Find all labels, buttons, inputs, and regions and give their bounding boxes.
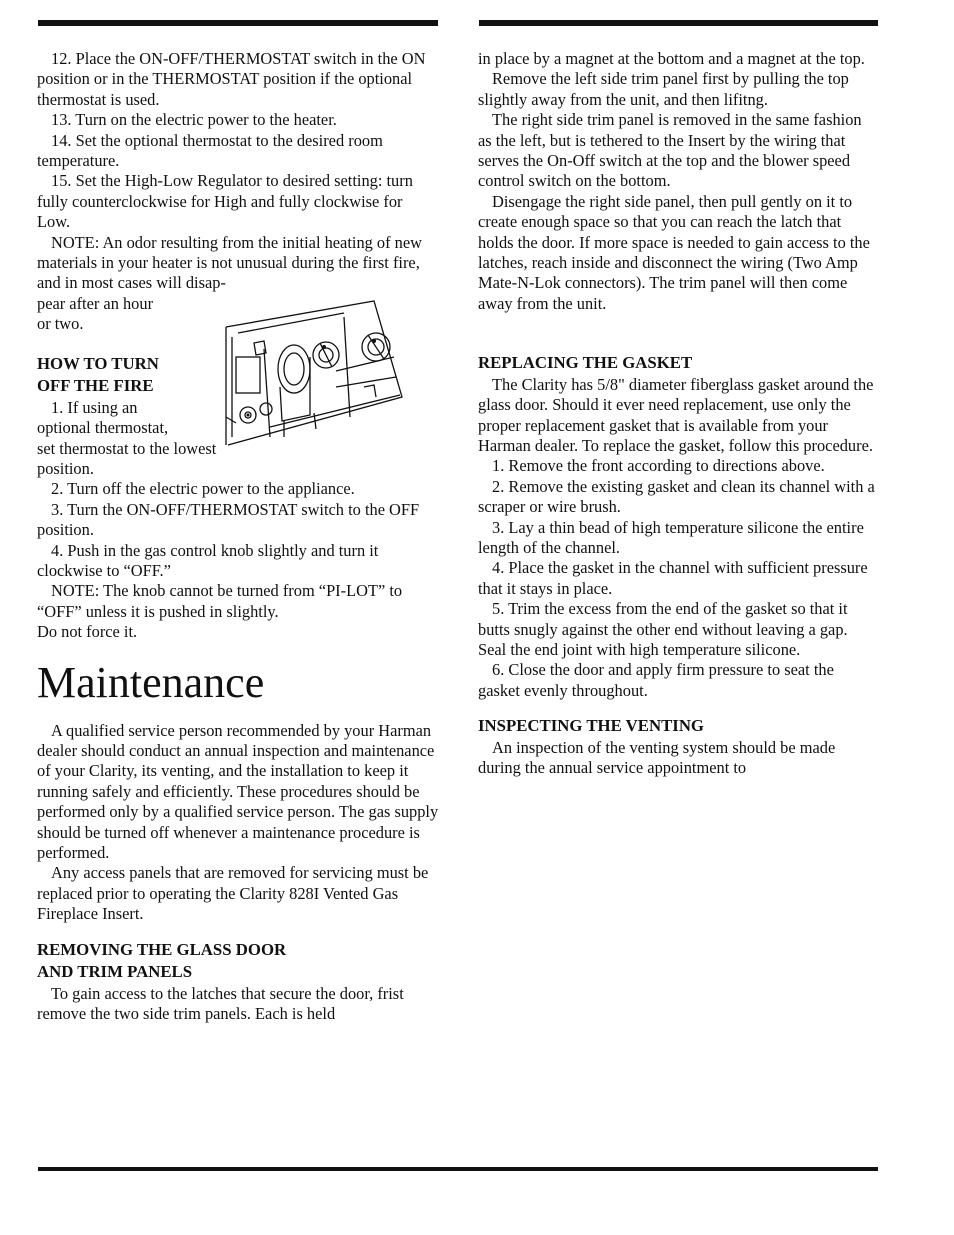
top-rule-left: [38, 20, 438, 26]
left-panel-paragraph: Remove the left side trim panel first by pulling the top slightly away from the unit, and then lifitng.: [478, 69, 849, 109]
heading-glass-door-line1: REMOVING THE GLASS DOOR: [37, 939, 287, 959]
note-knob-cont: Do not force it.: [37, 622, 138, 642]
gasket-step-6: 6. Close the door and apply firm pressure to seat the gasket evenly throughout.: [478, 660, 834, 700]
heading-glass-door-line2: AND TRIM PANELS: [37, 962, 193, 982]
off-step-4: 4. Push in the gas control knob slightly and turn it clockwise to “OFF.”: [37, 540, 379, 580]
gas-valve-illustration: [224, 297, 406, 447]
heading-replacing-gasket: REPLACING THE GASKET: [478, 353, 693, 373]
gasket-step-3: 3. Lay a thin bead of high temperature silicone the entire length of the channel.: [478, 517, 864, 558]
gasket-step-4: 4. Place the gasket in the channel with sufficient pressure that it stays in place.: [478, 558, 868, 598]
maintenance-title: Maintenance: [37, 657, 265, 707]
right-column: [478, 49, 878, 779]
right-panel-paragraph: The right side trim panel is removed in the same fashion as the left, but is tethered to the Insert by the wiring that serves the On-Off switch at the top and the blower speed control switch on the bottom.: [478, 110, 862, 191]
gasket-step-1: 1. Remove the front according to directions above.: [492, 456, 825, 476]
top-rule-right: [479, 20, 878, 26]
step-15: 15. Set the High-Low Regulator to desired setting: turn fully counterclockwise for High and fully clockwise for Low.: [37, 171, 413, 232]
note-odor-cont-1: pear after an hour: [37, 293, 154, 313]
off-step-1b: optional thermostat,: [37, 418, 169, 438]
gasket-step-5: 5. Trim the excess from the end of the gasket so that it butts snugly against the other end without leaving a gap. Seal the end joint with high temperature silicone.: [478, 599, 848, 660]
glass-door-paragraph: To gain access to the latches that secure the door, frist remove the two side trim panels. Each is held: [37, 983, 404, 1024]
note-odor: NOTE: An odor resulting from the initial heating of new materials in your heater is not unusual during the first fire, and in most cases will disap-: [37, 232, 422, 293]
trim-panel-continued: in place by a magnet at the bottom and a magnet at the top.: [478, 49, 865, 68]
step-14: 14. Set the optional thermostat to the desired room temperature.: [37, 130, 383, 171]
gasket-intro: The Clarity has 5/8" diameter fiberglass gasket around the glass door. Should it ever need replacement, use only the proper replacement gasket that is available from your Harman dealer. To replace the gasket, follow this procedure.: [478, 374, 874, 455]
off-step-3: 3. Turn the ON-OFF/THERMOSTAT switch to the OFF position.: [37, 499, 420, 540]
left-column: [37, 49, 439, 1024]
step-13: 13. Turn on the electric power to the heater.: [51, 110, 337, 130]
heading-inspecting-venting: INSPECTING THE VENTING: [478, 716, 704, 736]
maintenance-paragraph-2: Any access panels that are removed for servicing must be replaced prior to operating the Clarity 828I Vented Gas Fireplace Insert.: [37, 863, 429, 924]
off-step-2: 2. Turn off the electric power to the appliance.: [51, 479, 355, 499]
heading-turn-off-line1: HOW TO TURN: [37, 353, 159, 373]
maintenance-paragraph-1: A qualified service person recommended by your Harman dealer should conduct an annual inspection and maintenance of your Clarity, its venting, and the installation to keep it running safely and efficiently. These procedures should be performed only by a qualified service person. The gas supply should be turned off whenever a maintenance procedure is performed.: [37, 720, 439, 862]
gasket-step-2: 2. Remove the existing gasket and clean its channel with a scraper or wire brush.: [478, 476, 875, 517]
note-odor-cont-2: or two.: [37, 314, 84, 334]
heading-turn-off-line2: OFF THE FIRE: [37, 376, 154, 396]
bottom-rule: [38, 1167, 878, 1171]
off-step-1a: 1. If using an: [51, 397, 138, 417]
note-knob: NOTE: The knob cannot be turned from “PI-LOT” to “OFF” unless it is pushed in slightly.: [37, 581, 403, 621]
off-step-1d: position.: [37, 458, 94, 478]
venting-paragraph: An inspection of the venting system should be made during the annual service appointment to: [478, 737, 836, 778]
step-12: 12. Place the ON-OFF/THERMOSTAT switch in the ON position or in the THERMOSTAT position if the optional thermostat is used.: [37, 49, 426, 109]
off-step-1c: set thermostat to the lowest: [37, 438, 217, 458]
disengage-paragraph: Disengage the right side panel, then pull gently on it to create enough space so that you can reach the latch that holds the door. If more space is needed to gain access to the latches, reach inside and disconnect the wiring (Two Amp Mate-N-Lok connectors). The trim panel will then come away from the unit.: [478, 191, 870, 313]
